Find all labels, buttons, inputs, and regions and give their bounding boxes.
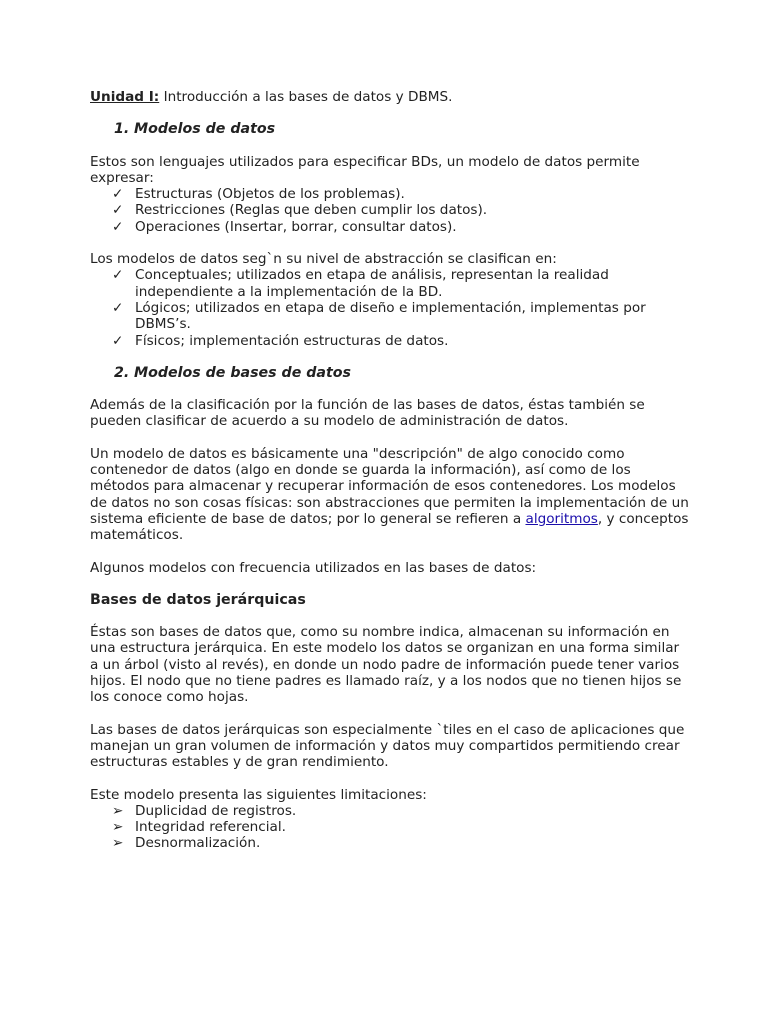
list-item-text: Conceptuales; utilizados en etapa de análisis, representan la realidad independiente a la implementación de la BD. <box>135 267 609 300</box>
arrow-bullet-icon: ➢ <box>112 802 124 819</box>
document-page <box>90 89 690 868</box>
classification-intro-paragraph: Los modelos de datos segˋn su nivel de abstracción se clasifican en: <box>90 251 557 268</box>
list-item <box>90 267 690 300</box>
section-heading-modelos-de-bases-de-datos <box>114 365 690 381</box>
arrow-bullet-icon: ➢ <box>112 835 124 852</box>
list-item <box>90 219 690 235</box>
checkmark-icon: ✓ <box>112 299 124 316</box>
hierarchical-paragraph-2: Las bases de datos jerárquicas son especialmente ˋtiles en el caso de aplicaciones que manejan un gran volumen de información y datos muy compartidos permitiendo crear estructuras estables y de gran rendimiento. <box>90 721 685 771</box>
section1-intro-paragraph: Estos son lenguajes utilizados para especificar BDs, un modelo de datos permite expresar: <box>90 153 640 186</box>
unit-label: Unidad I: <box>90 89 160 105</box>
checkmark-icon: ✓ <box>112 267 124 284</box>
section2-paragraph-2 <box>90 446 690 544</box>
checkmark-icon: ✓ <box>112 332 124 349</box>
list-item-text: Físicos; implementación estructuras de datos. <box>135 332 449 349</box>
list-item-text: Restricciones (Reglas que deben cumplir los datos). <box>135 202 488 219</box>
classification-list <box>90 267 690 348</box>
section-heading-modelos-de-datos <box>114 121 690 137</box>
section-title: Modelos de datos <box>134 121 276 138</box>
checkmark-icon: ✓ <box>112 218 124 235</box>
list-item-text: Integridad referencial. <box>135 819 286 836</box>
section2-paragraph-3: Algunos modelos con frecuencia utilizados en las bases de datos: <box>90 559 537 576</box>
paragraph-text: , y conceptos matemáticos. <box>90 510 689 544</box>
list-item-text: Operaciones (Insertar, borrar, consultar datos). <box>135 218 457 235</box>
list-item <box>90 803 690 819</box>
algoritmos-link[interactable]: algoritmos <box>525 510 598 527</box>
checkmark-icon: ✓ <box>112 186 124 203</box>
list-item <box>90 333 690 349</box>
paragraph-text: Un modelo de datos es básicamente una "descripción" de algo conocido como contenedor de datos (algo en donde se guarda la información), así como de los métodos para almacenar y recuperar información de esos contenedores. Los modelos de datos no son cosas físicas: son abstracciones que permiten la implementación de un sistema eficiente de base de datos; por lo general se refieren a <box>90 445 689 527</box>
list-item <box>90 819 690 835</box>
list-item <box>90 835 690 851</box>
list-item <box>90 202 690 218</box>
list-item-text: Duplicidad de registros. <box>135 802 297 819</box>
section-title: Modelos de bases de datos <box>134 364 351 381</box>
list-item-text: Lógicos; utilizados en etapa de diseño e implementación, implementas por DBMS’s. <box>135 299 646 333</box>
hierarchical-paragraph-1: Éstas son bases de datos que, como su nombre indica, almacenan su información en una estructura jerárquica. En este modelo los datos se organizan en una forma similar a un árbol (visto al revés), en donde un nodo padre de información puede tener varios hijos. El nodo que no tiene padres es llamado raíz, y a los nodos que no tienen hijos se los conoce como hojas. <box>90 624 682 706</box>
limitations-list <box>90 803 690 852</box>
unit-title-text: Introducción a las bases de datos y DBMS. <box>159 89 453 105</box>
list-item-text: Desnormalización. <box>135 835 261 852</box>
checkmark-icon: ✓ <box>112 202 124 219</box>
arrow-bullet-icon: ➢ <box>112 819 124 836</box>
document-title <box>90 89 690 105</box>
section-number: 1. <box>114 121 130 138</box>
expressions-list <box>90 186 690 235</box>
list-item <box>90 300 690 333</box>
section2-paragraph-1: Además de la clasificación por la función de las bases de datos, éstas también se pueden clasificar de acuerdo a su modelo de administración de datos. <box>90 397 645 430</box>
section-number: 2. <box>114 364 130 381</box>
hierarchical-databases-heading: Bases de datos jerárquicas <box>90 591 306 608</box>
list-item <box>90 186 690 202</box>
list-item-text: Estructuras (Objetos de los problemas). <box>135 186 405 203</box>
limitations-intro-paragraph: Este modelo presenta las siguientes limitaciones: <box>90 786 427 803</box>
